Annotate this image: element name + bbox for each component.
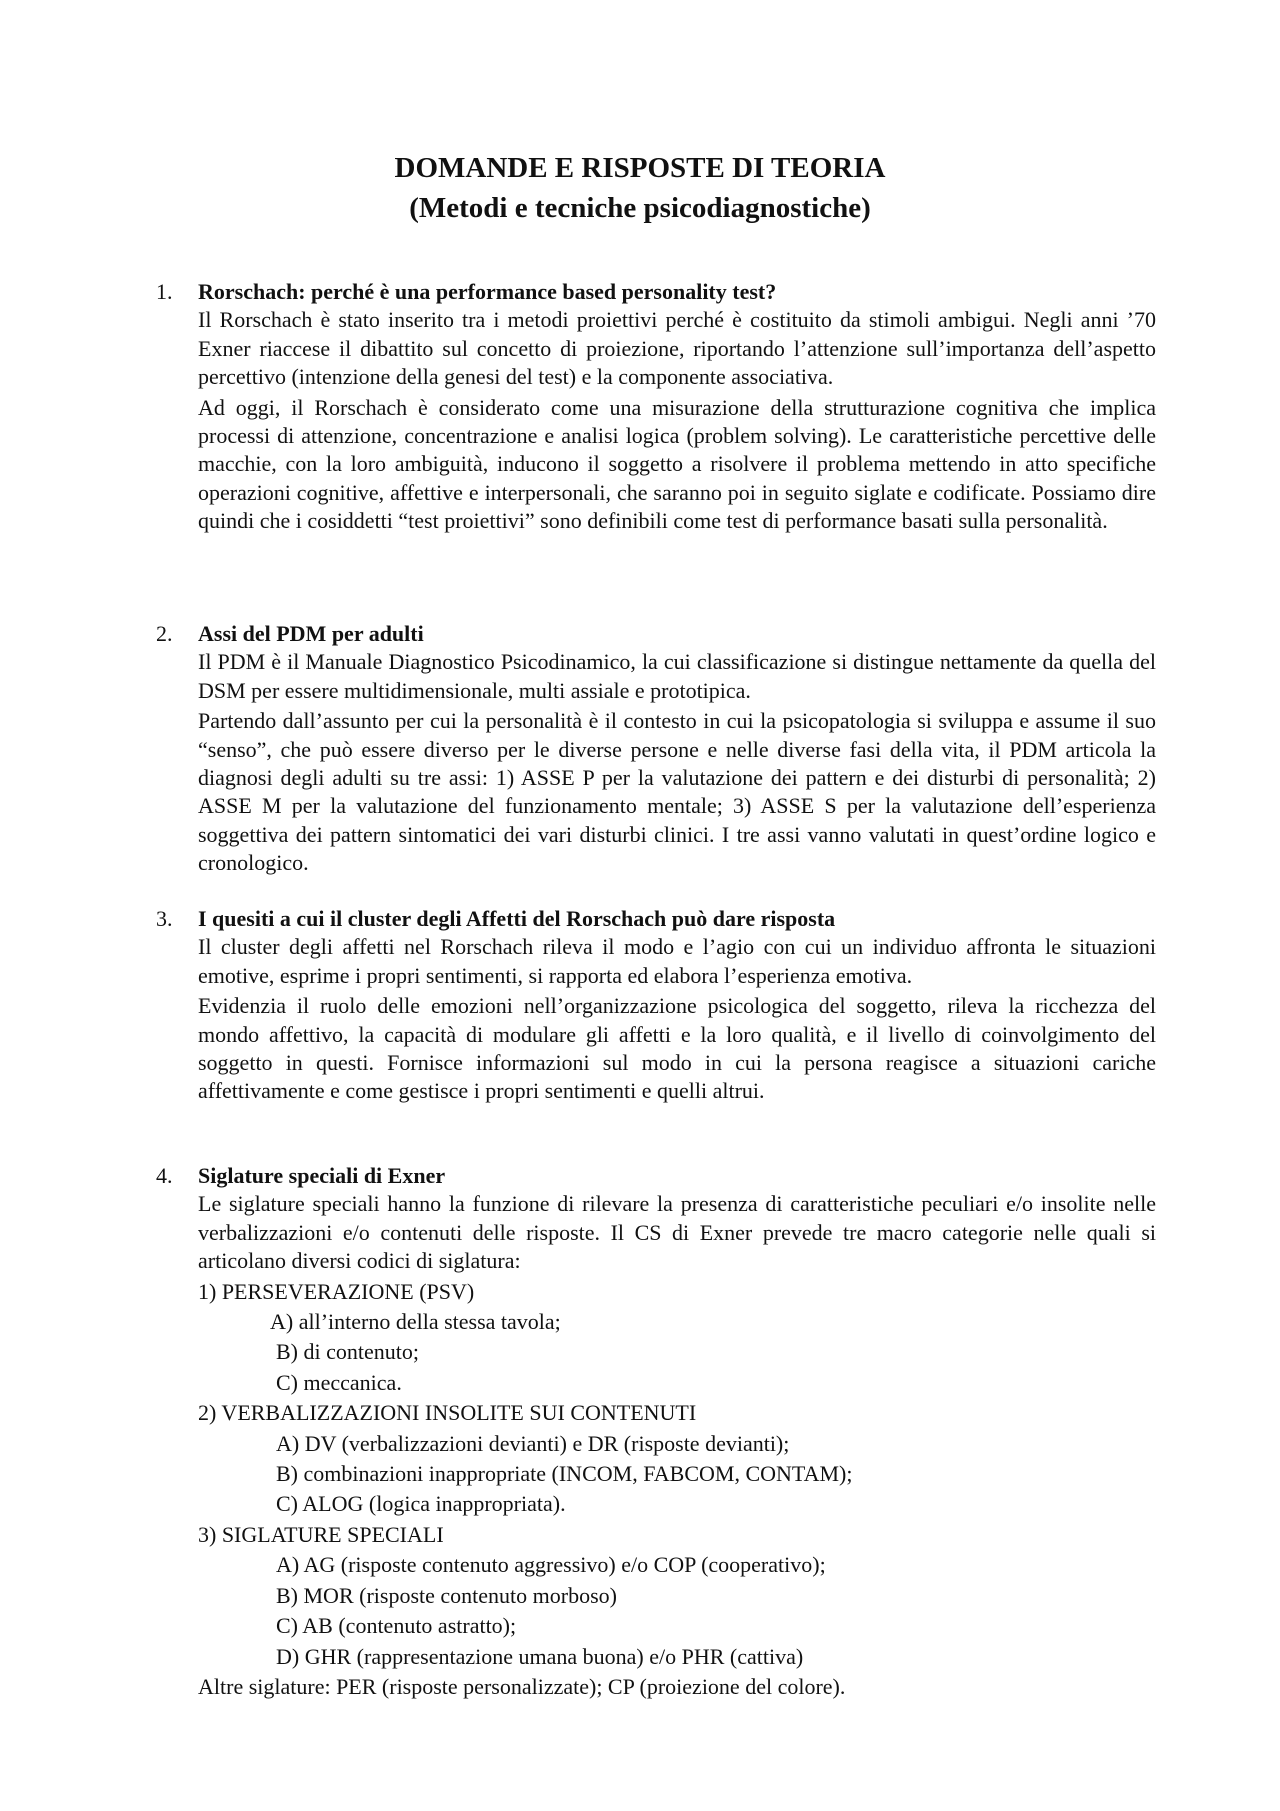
section-heading: Assi del PDM per adulti [198,621,424,646]
list-item: C) meccanica. [276,1369,402,1395]
section-heading: Rorschach: perché è una performance based personality test? [198,279,777,304]
list-item: B) MOR (risposte contenuto morboso) [276,1582,617,1608]
section-number: 1. [156,279,173,304]
list-item: A) DV (verbalizzazioni devianti) e DR (risposte devianti); [276,1430,790,1456]
section-1 [156,278,1156,538]
paragraph: Evidenzia il ruolo delle emozioni nell’organizzazione psicologica del soggetto, rileva la ricchezza del mondo affettivo, la capacità di modulare gli affetti e la loro qualità, e il livello di coinvolgimento del soggetto in questi. Fornisce informazioni sul modo in cui la persona reagisce a situazioni cariche affettivamente e come gestisce i propri sentimenti e quelli altrui. [198,993,1156,1104]
group-label: 2) VERBALIZZAZIONI INSOLITE SUI CONTENUTI [198,1400,697,1426]
list-item: B) combinazioni inappropriate (INCOM, FABCOM, CONTAM); [276,1461,853,1487]
paragraph: Altre siglature: PER (risposte personalizzate); CP (proiezione del colore). [198,1673,846,1699]
list-item: C) AB (contenuto astratto); [276,1613,517,1639]
list-item: A) AG (risposte contenuto aggressivo) e/o COP (cooperativo); [276,1552,826,1578]
paragraph: Ad oggi, il Rorschach è considerato come una misurazione della strutturazione cognitiva che implica processi di attenzione, concentrazione e analisi logica (problem solving). Le caratteristiche percettive delle macchie, con la loro ambiguità, inducono il soggetto a risolvere il problema mettendo in atto specifiche operazioni cognitive, affettive e interpersonali, che saranno poi in seguito siglate e codificate. Possiamo dire quindi che i cosiddetti “test proiettivi” sono definibili come test di performance basati sulla personalità. [198,394,1156,534]
list-item: D) GHR (rappresentazione umana buona) e/o PHR (cattiva) [276,1643,804,1669]
paragraph: Il cluster degli affetti nel Rorschach rileva il modo e l’agio con cui un individuo affronta le situazioni emotive, esprime i propri sentimenti, si rapporta ed elabora l’esperienza emotiva. [198,934,1156,988]
section-4 [156,1162,1156,1703]
section-heading: I quesiti a cui il cluster degli Affetti del Rorschach può dare risposta [198,906,836,931]
group-label: 3) SIGLATURE SPECIALI [198,1521,444,1547]
section-number: 3. [156,906,173,931]
section-number: 4. [156,1163,173,1188]
list-item: C) ALOG (logica inappropriata). [276,1491,566,1517]
paragraph: Partendo dall’assunto per cui la personalità è il contesto in cui la psicopatologia si sviluppa e assume il suo “senso”, che può essere diverso per le diverse persone e nelle diverse fasi della vita, il PDM articola la diagnosi degli adulti su tre assi: 1) ASSE P per la valutazione dei pattern e dei disturbi di personalità; 2) ASSE M per la valutazione del funzionamento mentale; 3) ASSE S per la valutazione dell’esperienza soggettiva dei pattern sintomatici dei vari disturbi clinici. I tre assi vanno valutati in quest’ordine logico e cronologico. [198,708,1156,876]
list-item: A) all’interno della stessa tavola; [270,1309,561,1335]
paragraph: Il PDM è il Manuale Diagnostico Psicodinamico, la cui classificazione si distingue nettamente da quella del DSM per essere multidimensionale, multi assiale e prototipica. [198,649,1156,703]
section-3 [156,905,1156,1108]
paragraph: Le siglature speciali hanno la funzione di rilevare la presenza di caratteristiche peculiari e/o insolite nelle verbalizzazioni e/o contenuti delle risposte. Il CS di Exner prevede tre macro categorie nelle quali si articolano diversi codici di siglatura: [198,1191,1156,1274]
section-number: 2. [156,621,173,646]
document-subtitle: (Metodi e tecniche psicodiagnostiche) [409,192,871,224]
document-title: DOMANDE E RISPOSTE DI TEORIA [394,152,886,184]
list-item: B) di contenuto; [276,1339,419,1365]
group-label: 1) PERSEVERAZIONE (PSV) [198,1278,475,1304]
section-2 [156,620,1156,880]
paragraph: Il Rorschach è stato inserito tra i metodi proiettivi perché è costituito da stimoli ambigui. Negli anni ’70 Exner riaccese il dibattito sul concetto di proiezione, riportando l’attenzione sull’importanza dell’aspetto percettivo (intenzione della genesi del test) e la componente associativa. [198,307,1156,390]
section-heading: Siglature speciali di Exner [198,1163,446,1188]
